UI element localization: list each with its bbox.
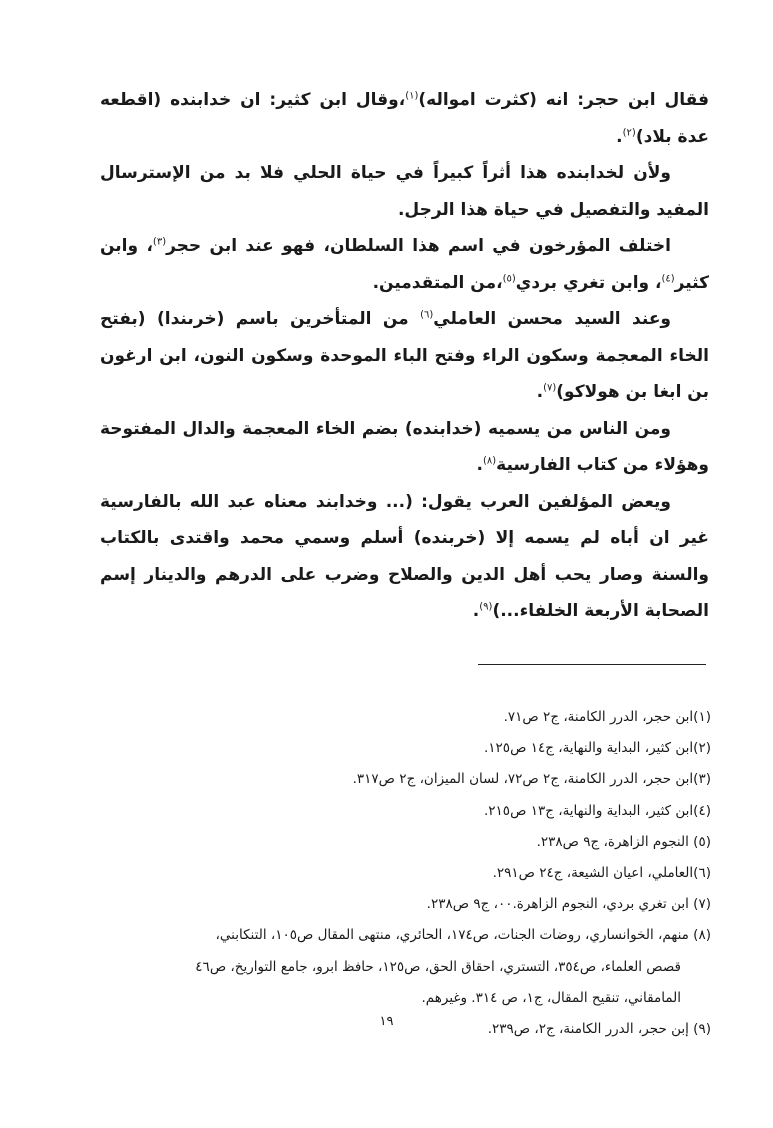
footnote-number: (٨)	[693, 927, 711, 944]
paragraph-text: فقال ابن حجر: انه (كثرت امواله)	[418, 90, 709, 110]
footnote-number: (١)	[693, 709, 711, 725]
footnote-text: ابن كثير، البداية والنهاية، ج١٤ ص١٢٥.	[484, 740, 694, 757]
footnote-number: (٧)	[693, 896, 711, 913]
footnote-number: (٥)	[693, 833, 711, 850]
footnote-number: (٦)	[693, 865, 711, 882]
footnote-ref: (٤)	[661, 272, 675, 284]
footnote-number: (٩)	[693, 1021, 711, 1038]
footnote-ref: (٥)	[502, 272, 516, 284]
footnote-divider	[478, 664, 706, 665]
footnote-text: ابن حجر، الدرر الكامنة، ج٢ ص٧٢، لسان الميزان، ج٢ ص٣١٧.	[352, 771, 694, 788]
paragraph-6	[100, 484, 709, 630]
paragraph-text: .	[472, 601, 480, 621]
footnote-ref: (٨)	[482, 455, 497, 467]
footnote-7	[64, 889, 711, 920]
paragraph-text: ولأن لخدابنده هذا أثراً كبيراً في حياة الحلي فلا بد من الإسترسال المفيد والتفصيل في حياة هذا الرجل.	[100, 163, 709, 220]
footnote-text-continued: قصص العلماء، ص٣٥٤، التستري، احقاق الحق، ص١٢٥، حافظ ابرو، جامع التواريخ، ص٤٦	[195, 958, 681, 975]
main-text	[100, 82, 709, 630]
footnote-ref: (١)	[405, 90, 419, 102]
footnote-8	[64, 920, 711, 1014]
paragraph-text: ومن الناس من يسميه (خدابنده) بضم الخاء المعجمة والدال المفتوحة وهؤلاء من كتاب الفارسية	[100, 418, 709, 475]
paragraph-2	[100, 155, 709, 228]
paragraph-3	[100, 228, 709, 301]
footnote-text: ابن تغري بردي، النجوم الزاهرة.٠٠، ج٩ ص٢٣٨.	[426, 896, 694, 913]
paragraph-text: .	[536, 382, 544, 402]
footnote-text: ابن كثير، البداية والنهاية، ج١٣ ص٢١٥.	[484, 802, 694, 819]
footnote-2	[64, 733, 711, 764]
paragraph-5	[100, 411, 709, 484]
paragraph-4	[100, 301, 709, 411]
paragraph-text: اختلف المؤرخون في اسم هذا السلطان، فهو عند ابن حجر	[166, 236, 672, 256]
paragraph-text: .	[476, 455, 483, 475]
footnote-number: (٤)	[693, 802, 711, 819]
paragraph-text: ، وابن تغري بردي	[515, 272, 662, 293]
footnote-number: (٣)	[693, 771, 711, 788]
footnote-1	[64, 702, 711, 733]
footnote-ref: (٧)	[543, 382, 557, 394]
paragraph-text: ،وقال ابن كثير: ان خدابنده (اقطعه عدة بلاد)	[100, 90, 709, 147]
footnote-text-continued: المامقاني، تنقيح المقال، ج١، ص ٣١٤. وغيرهم.	[421, 989, 681, 1006]
footnote-text: إبن حجر، الدرر الكامنة، ج٢، ص٢٣٩.	[487, 1021, 694, 1038]
paragraph-text: وعند السيد محسن العاملي	[433, 309, 671, 329]
footnote-6	[64, 858, 711, 889]
footnote-3	[64, 764, 711, 795]
footnote-text: منهم، الخوانساري، روضات الجنات، ص١٧٤، الحائري، منتهى المقال ص١٠٥، التنكابني،	[215, 927, 694, 944]
paragraph-text: ، وابن كثير	[100, 236, 709, 293]
footnote-text: النجوم الزاهرة، ج٩ ص٢٣٨.	[536, 833, 694, 850]
paragraph-text: .	[616, 126, 623, 147]
footnote-text: العاملي، اعيان الشيعة، ج٢٤ ص٢٩١.	[492, 865, 694, 882]
footnote-5	[64, 827, 711, 858]
paragraph-text: من المتأخرين باسم (خرىندا) (بفتح الخاء المعجمة وسكون الراء وفتح الباء الموحدة وسكون النون، ابن ارغون بن ابغا بن هولاكو)	[100, 309, 709, 402]
footnote-number: (٢)	[693, 740, 711, 757]
paragraph-text: ويعض المؤلفين العرب يقول: (... وخدابند معناه عبد الله بالفارسية غير ان أباه لم يسمه إلا (خربنده) أسلم وسمي محمد واقتدى بالكتاب والسنة وصار يحب أهل الدين والصلاح وضرب على الدرهم والدينار إسم الصحابة الأربعة الخلفاء...)	[100, 491, 709, 621]
footnote-4	[64, 796, 711, 827]
footnote-text: ابن حجر، الدرر الكامنة، ج٢ ص٧١.	[503, 709, 694, 725]
footnote-ref: (٣)	[152, 236, 167, 248]
footnotes	[64, 702, 711, 1045]
page-number: ١٩	[379, 1014, 394, 1029]
paragraph-1	[100, 82, 709, 155]
footnote-ref: (٦)	[420, 309, 434, 321]
footnote-ref: (٩)	[479, 601, 493, 613]
footnote-ref: (٢)	[622, 126, 636, 138]
paragraph-text: ،من المتقدمين.	[372, 272, 503, 293]
